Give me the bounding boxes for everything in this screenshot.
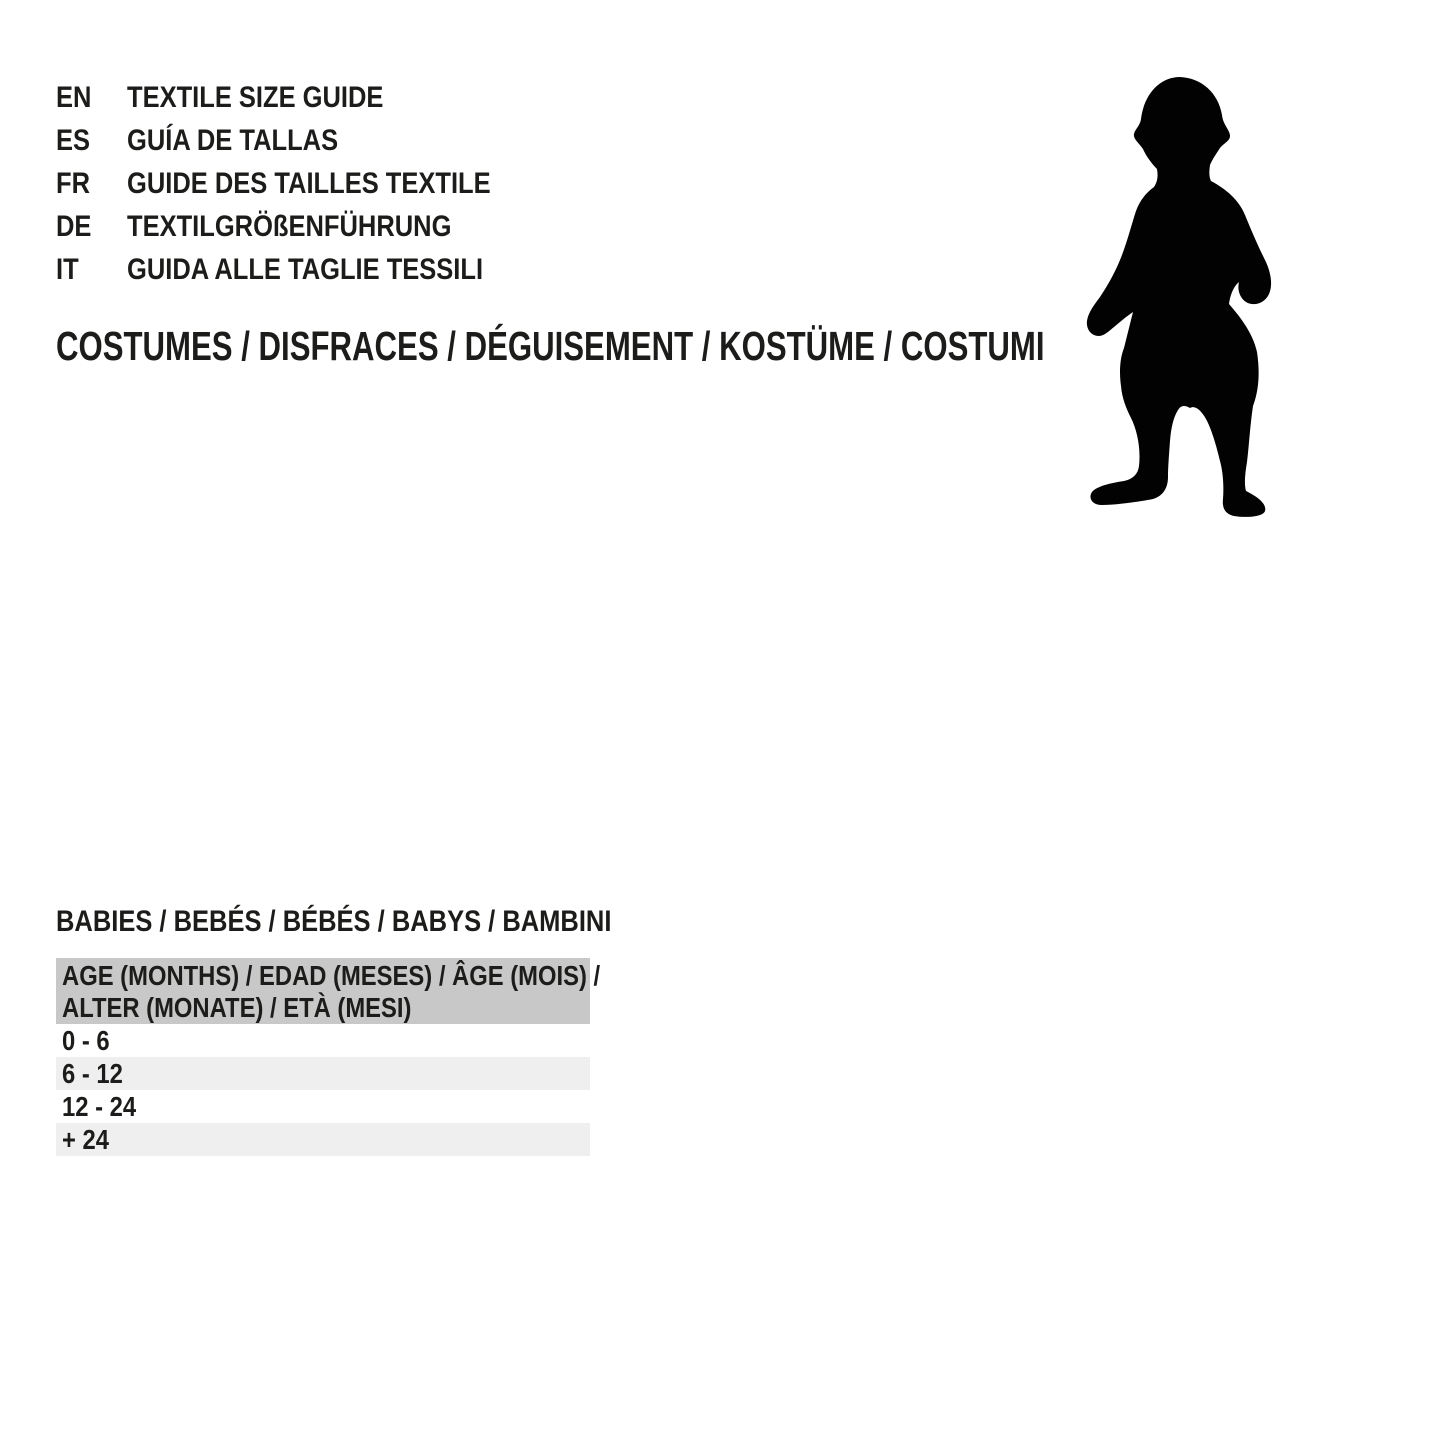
age-table-row: [56, 1090, 590, 1123]
age-range-value: 0 - 6: [62, 1025, 110, 1056]
guide-title-it: GUIDA ALLE TAGLIE TESSILI: [127, 253, 484, 286]
age-range-value: 6 - 12: [62, 1058, 123, 1089]
age-table-header-text-1: AGE (MONTHS) / EDAD (MESES) / ÂGE (MOIS) /: [62, 959, 601, 991]
language-code: ES: [56, 124, 91, 157]
language-code: FR: [56, 167, 90, 200]
age-table-header-line-1: [62, 959, 601, 992]
age-table-row: [56, 1057, 590, 1090]
guide-title-fr: GUIDE DES TAILLES TEXTILE: [127, 167, 491, 200]
age-table-header-line-2: [62, 992, 590, 1024]
age-table-header-cell: [56, 958, 601, 1024]
age-range-value: + 24: [62, 1124, 109, 1155]
language-code: EN: [56, 81, 92, 114]
category-title: COSTUMES / DISFRACES / DÉGUISEMENT / KOSTÜME / COSTUMI: [56, 323, 1045, 369]
language-code: IT: [56, 253, 79, 286]
babies-section-title-line: [56, 903, 709, 940]
age-table-row: [56, 1123, 590, 1156]
age-range-value: 12 - 24: [62, 1091, 137, 1122]
age-size-table: [56, 958, 601, 1156]
baby-silhouette-icon: [1083, 77, 1273, 517]
language-code: DE: [56, 210, 92, 243]
guide-title-en: TEXTILE SIZE GUIDE: [127, 81, 384, 114]
guide-title-de: TEXTILGRÖßENFÜHRUNG: [127, 210, 452, 243]
age-table-row: [56, 1024, 590, 1057]
guide-title-es: GUÍA DE TALLAS: [127, 124, 339, 157]
age-table-header-text-2: ALTER (MONATE) / ETÀ (MESI): [62, 991, 412, 1023]
babies-section-title: BABIES / BEBÉS / BÉBÉS / BABYS / BAMBINI: [56, 905, 612, 938]
